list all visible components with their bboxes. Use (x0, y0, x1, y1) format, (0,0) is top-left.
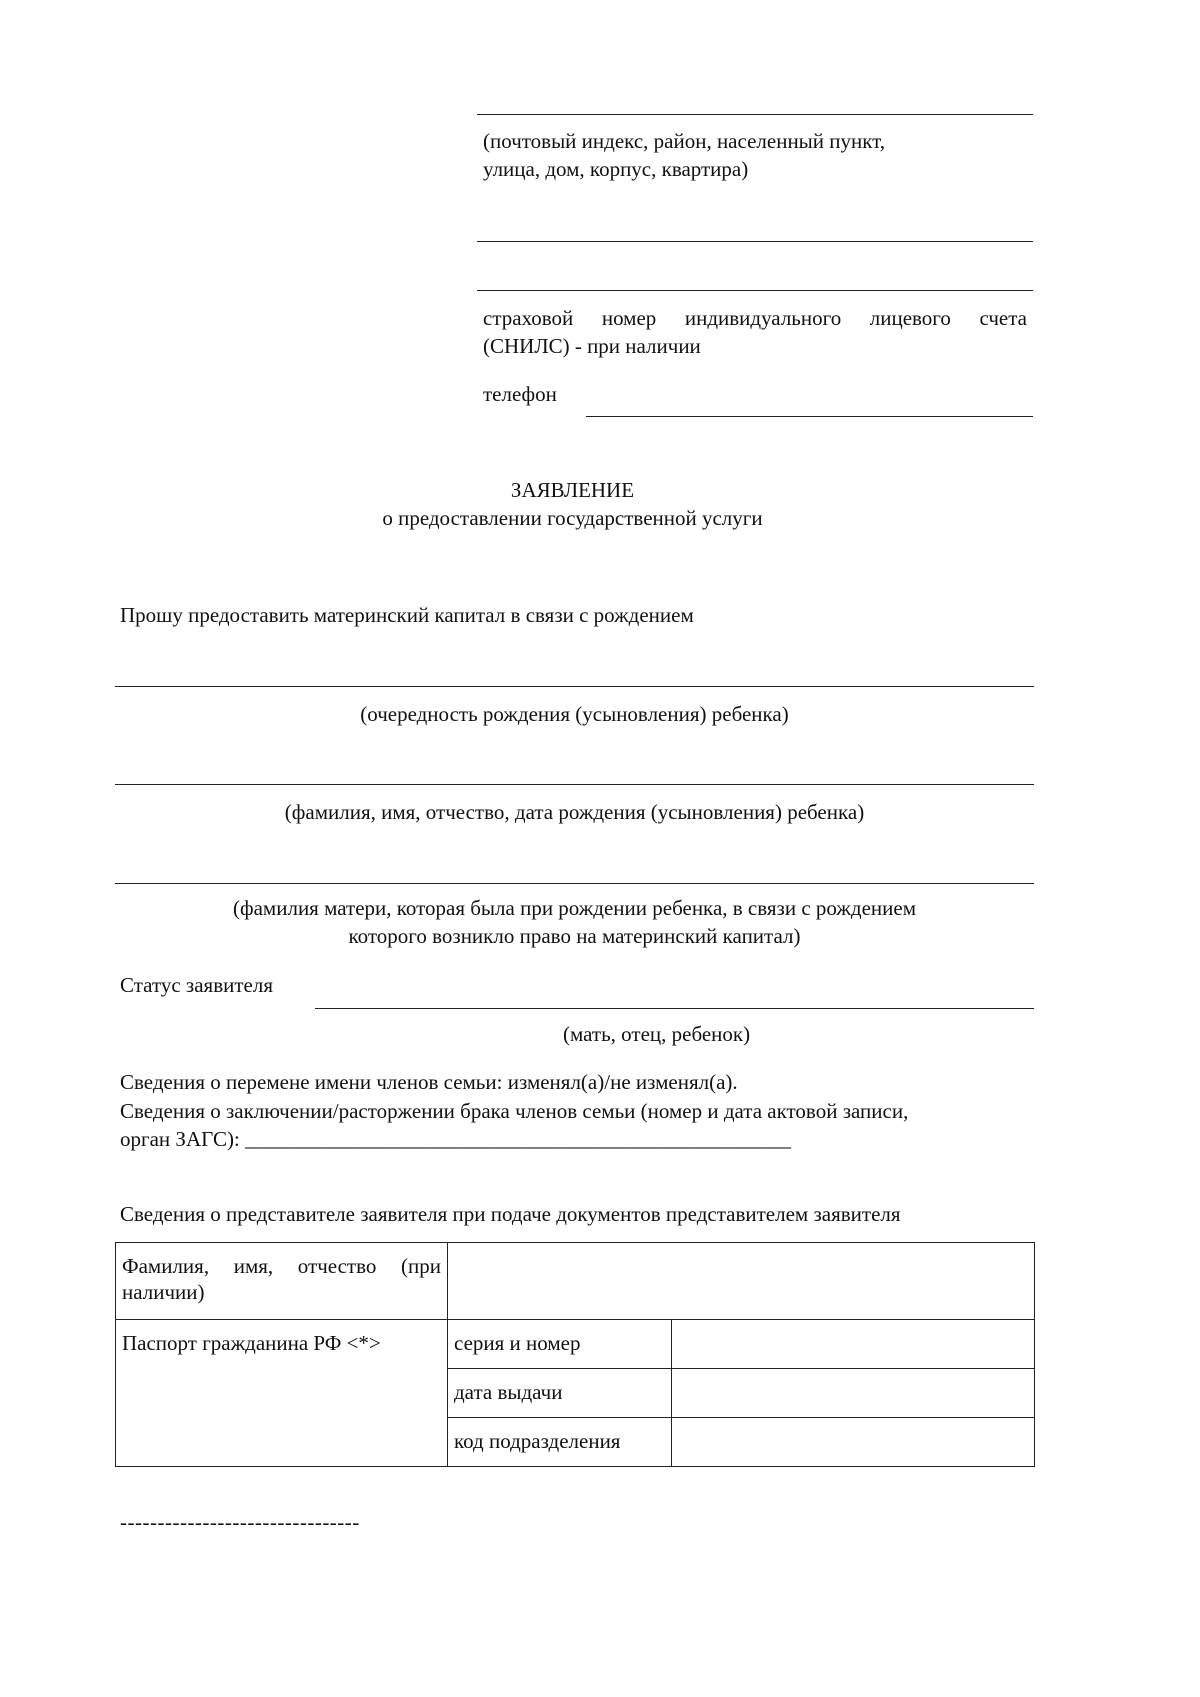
address-line-top[interactable] (477, 114, 1033, 115)
table-row (116, 1320, 1035, 1369)
marriage-text-line1: Сведения о заключении/расторжении брака членов семьи (номер и дата актовой записи, (120, 1099, 909, 1123)
applicant-status-caption: (мать, отец, ребенок) (563, 1022, 751, 1046)
representative-heading: Сведения о представителе заявителя при подаче документов представителем заявителя (120, 1202, 901, 1226)
passport-date-label-cell (448, 1369, 672, 1418)
representative-table (115, 1242, 1035, 1467)
phone-label: телефон (483, 382, 557, 406)
passport-series-label: серия и номер (454, 1331, 581, 1355)
mother-surname-line[interactable] (115, 883, 1034, 884)
fio-label: Фамилия, имя, отчество (при наличии) (122, 1254, 441, 1304)
passport-code-label-cell (448, 1418, 672, 1467)
mother-surname-caption-line1: (фамилия матери, которая была при рождении ребенка, в связи с рождением (233, 896, 916, 920)
fio-value-cell[interactable] (448, 1243, 1035, 1320)
passport-code-label: код подразделения (454, 1429, 621, 1453)
request-text: Прошу предоставить материнский капитал в связи с рождением (120, 603, 694, 627)
address-caption-line2: улица, дом, корпус, квартира) (483, 157, 749, 181)
address-caption-line1: (почтовый индекс, район, населенный пункт, (483, 129, 886, 153)
snils-line[interactable] (477, 290, 1033, 291)
applicant-status-line[interactable] (315, 1008, 1034, 1009)
table-row (116, 1243, 1035, 1320)
passport-date-label: дата выдачи (454, 1380, 563, 1404)
child-name-caption: (фамилия, имя, отчество, дата рождения (усыновления) ребенка) (284, 800, 865, 824)
fio-label-cell (116, 1243, 448, 1320)
passport-label: Паспорт гражданина РФ <*> (122, 1331, 381, 1355)
passport-date-value-cell[interactable] (672, 1369, 1035, 1418)
phone-line[interactable] (586, 416, 1033, 417)
passport-series-label-cell (448, 1320, 672, 1369)
snils-caption-line2: (СНИЛС) - при наличии (483, 334, 701, 358)
snils-caption-line1: страховой номер индивидуального лицевого счета (483, 306, 1027, 330)
document-subtitle: о предоставлении государственной услуги (382, 506, 763, 530)
child-name-line[interactable] (115, 784, 1034, 785)
passport-series-value-cell[interactable] (672, 1320, 1035, 1369)
blank-line-1[interactable] (477, 241, 1033, 242)
passport-label-cell (116, 1320, 448, 1467)
marriage-text-line2: орган ЗАГС): ____________________________________________________ (120, 1127, 792, 1151)
name-change-text: Сведения о перемене имени членов семьи: изменял(а)/не изменял(а). (120, 1070, 738, 1094)
birth-order-caption: (очередность рождения (усыновления) ребенка) (360, 702, 789, 726)
mother-surname-caption-line2: которого возникло право на материнский капитал) (348, 924, 801, 948)
birth-order-line[interactable] (115, 686, 1034, 687)
applicant-status-label: Статус заявителя (120, 973, 273, 997)
footnote-separator: -------------------------------- (120, 1510, 360, 1534)
passport-code-value-cell[interactable] (672, 1418, 1035, 1467)
document-title: ЗАЯВЛЕНИЕ (510, 478, 635, 502)
